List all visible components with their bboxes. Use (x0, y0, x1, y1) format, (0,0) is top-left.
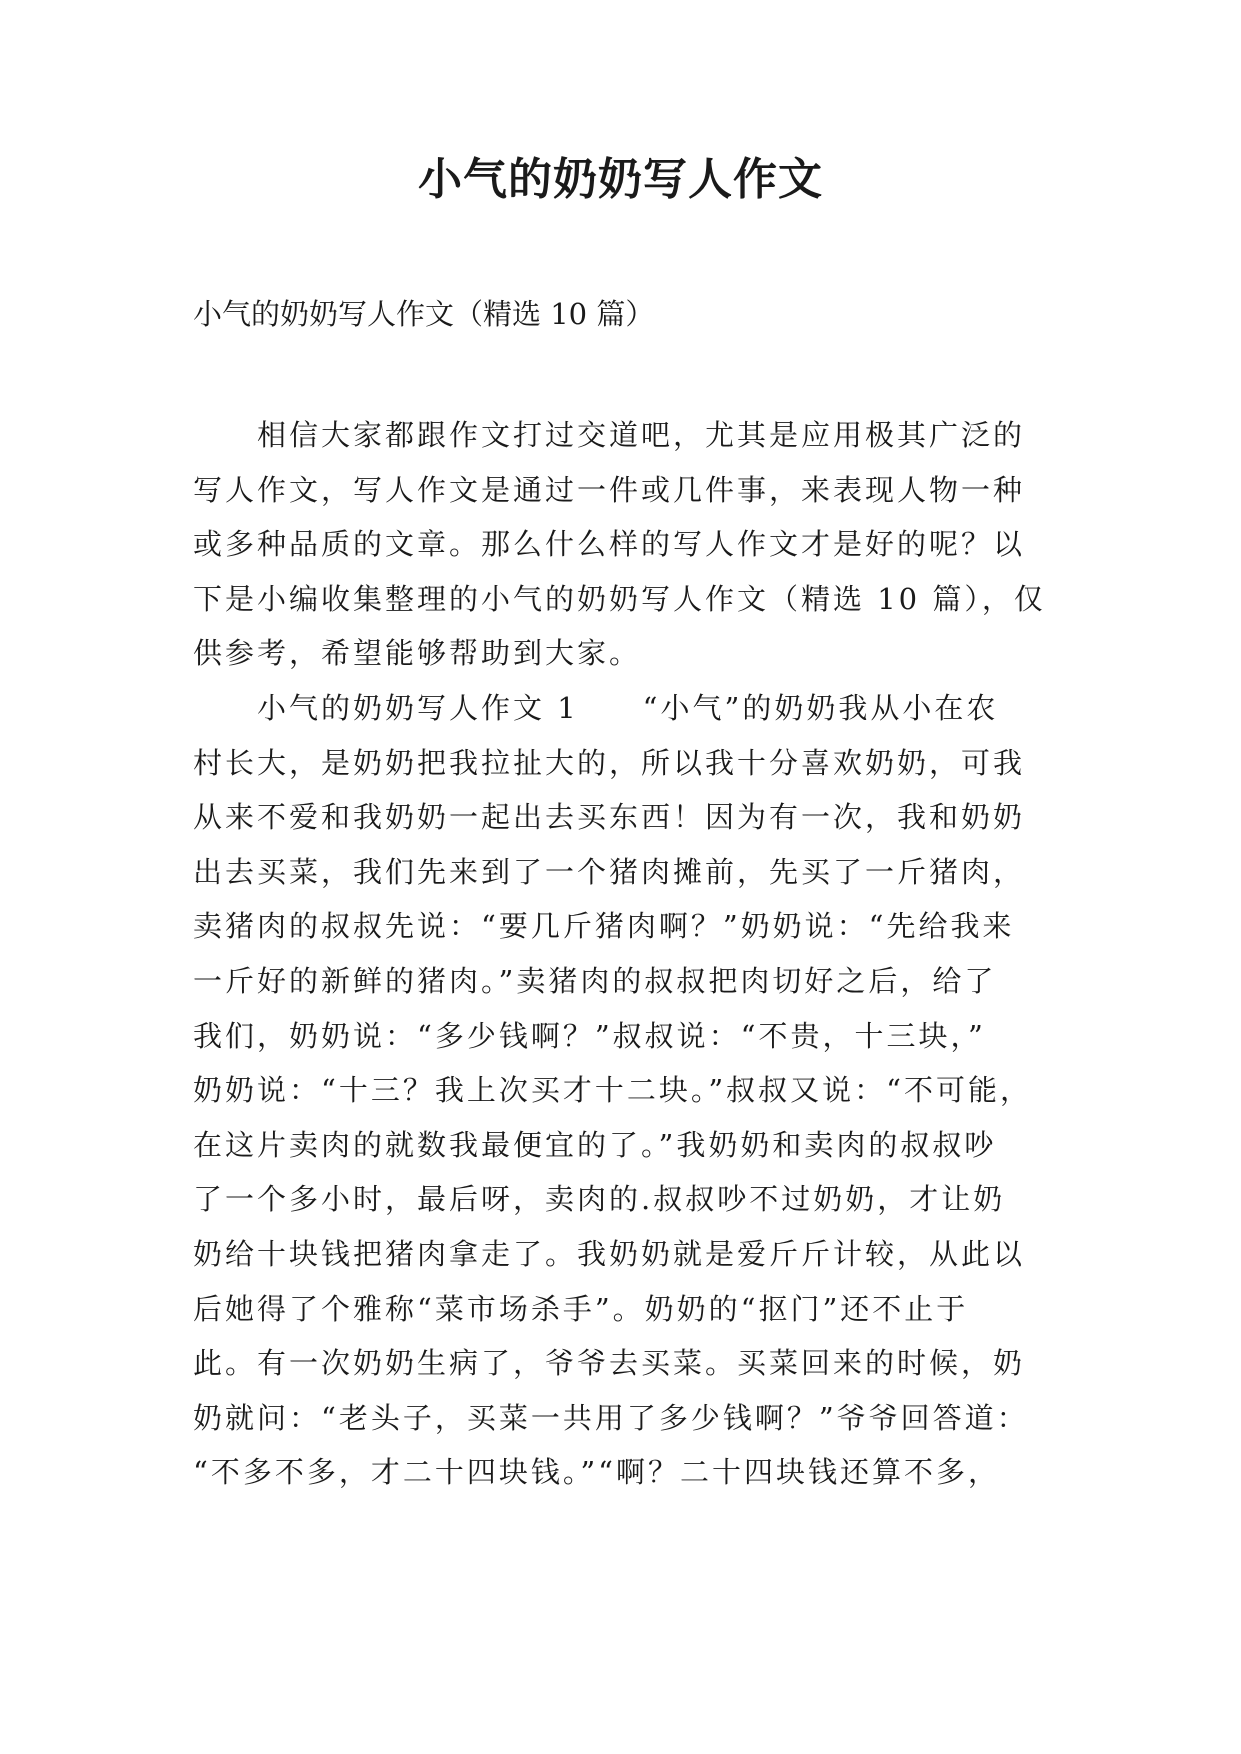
body-line: 相信大家都跟作文打过交道吧，尤其是应用极其广泛的 (257, 418, 1026, 452)
body-line: 此。有一次奶奶生病了，爷爷去买菜。买菜回来的时候，奶 (193, 1346, 1026, 1381)
body-line: 后她得了个雅称“菜市场杀手”。奶奶的“抠门”还不止于 (193, 1291, 969, 1326)
document-title: 小气的奶奶写人作文 (418, 154, 823, 205)
document-subtitle: 小气的奶奶写人作文（精选 10 篇） (193, 297, 655, 331)
body-line: 下是小编收集整理的小气的奶奶写人作文（精选 10 篇），仅 (193, 581, 1046, 616)
body-line: “不多不多，才二十四块钱。”“啊？二十四块钱还算不多， (193, 1455, 1000, 1490)
body-line: 村长大，是奶奶把我拉扯大的，所以我十分喜欢奶奶，可我 (193, 745, 1026, 780)
body-line: 一斤好的新鲜的猪肉。”卖猪肉的叔叔把肉切好之后，给了 (193, 963, 997, 998)
document-body (193, 408, 1053, 1500)
body-line: 小气的奶奶写人作文 1 “小气”的奶奶我从小在农 (257, 690, 999, 725)
body-line: 了一个多小时，最后呀，卖肉的.叔叔吵不过奶奶，才让奶 (193, 1182, 1006, 1217)
body-line: 或多种品质的文章。那么什么样的写人作文才是好的呢？以 (193, 527, 1026, 562)
body-line: 奶就问：“老头子，买菜一共用了多少钱啊？”爷爷回答道： (193, 1400, 1029, 1435)
body-line: 我们，奶奶说：“多少钱啊？”叔叔说：“不贵，十三块，” (193, 1018, 986, 1053)
body-line: 写人作文，写人作文是通过一件或几件事，来表现人物一种 (193, 472, 1026, 507)
body-line: 出去买菜，我们先来到了一个猪肉摊前，先买了一斤猪肉， (193, 854, 1026, 889)
body-line: 卖猪肉的叔叔先说：“要几斤猪肉啊？”奶奶说：“先给我来 (193, 909, 1015, 944)
body-line: 奶给十块钱把猪肉拿走了。我奶奶就是爱斤斤计较，从此以 (193, 1236, 1026, 1271)
body-line: 在这片卖肉的就数我最便宜的了。”我奶奶和卖肉的叔叔吵 (193, 1127, 997, 1162)
body-line: 供参考，希望能够帮助到大家。 (193, 636, 642, 671)
body-line: 从来不爱和我奶奶一起出去买东西！因为有一次，我和奶奶 (193, 800, 1026, 835)
body-line: 奶奶说：“十三？我上次买才十二块。”叔叔又说：“不可能， (193, 1073, 1032, 1108)
